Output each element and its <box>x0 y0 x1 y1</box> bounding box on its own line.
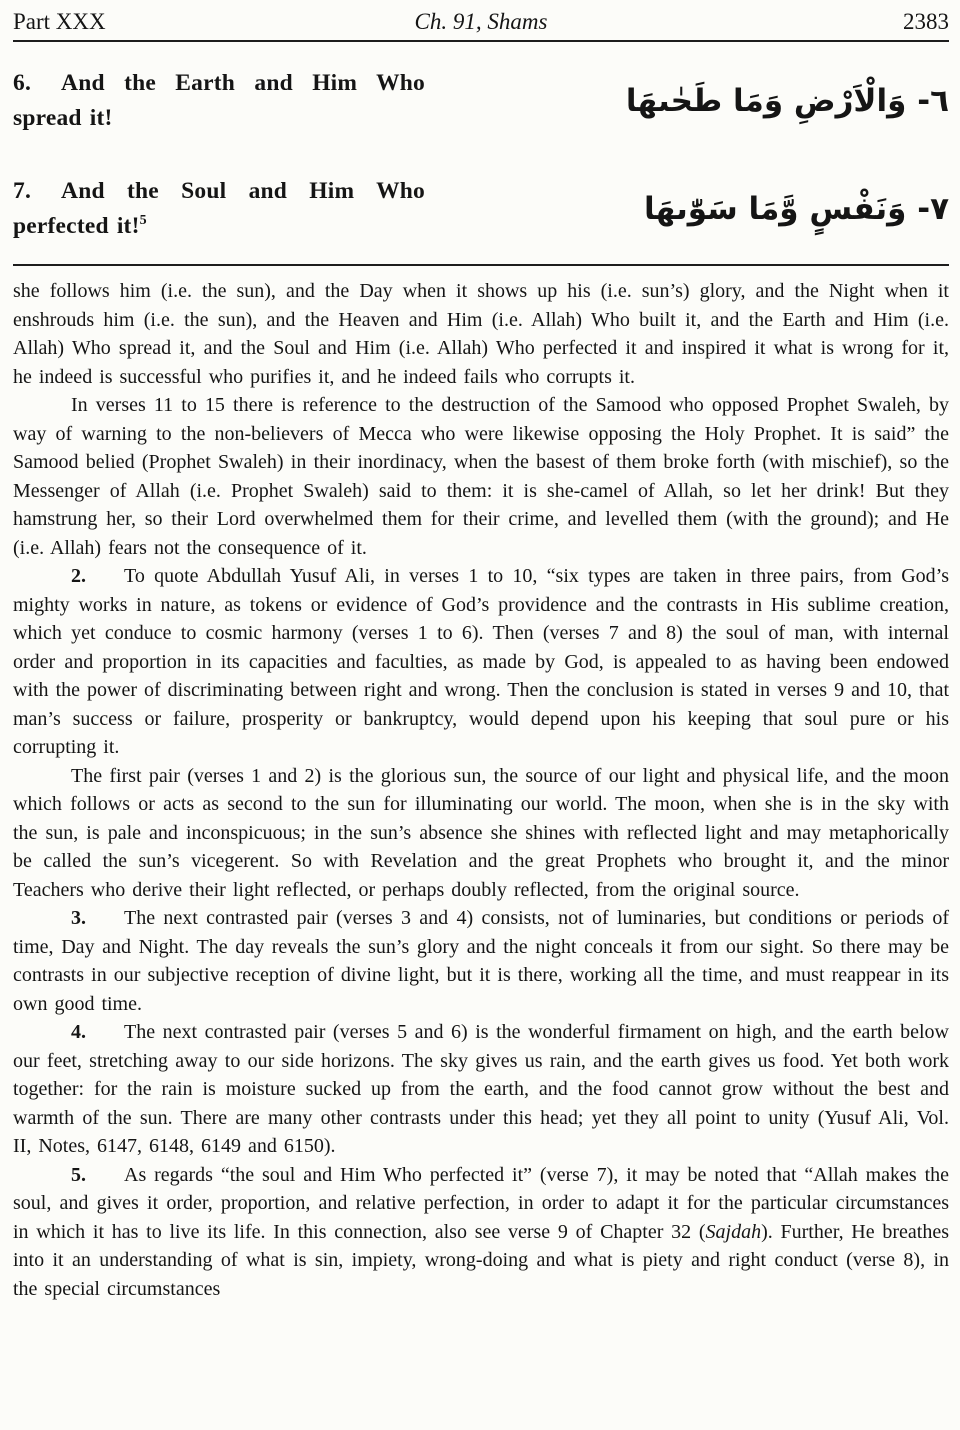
paragraph-text: she follows him (i.e. the sun), and the Day when it shows up his (i.e. sun’s) glory, and the Night when it enshrouds him (i.e. the sun), and the Heaven and Him (i.e. Allah) Who built it, and the Earth and Him (i.e. Allah) Who spread it, and the Soul and Him (i.e. Allah) Who perfected it and inspired it what is wrong for it, he indeed is successful who purifies it, and he indeed fails who corrupts it. <box>13 280 949 388</box>
footnote-marker: 5 <box>139 213 147 229</box>
paragraph-continuation <box>13 277 949 391</box>
section-divider <box>13 264 949 266</box>
chapter-title: Ch. 91, Shams <box>414 9 548 34</box>
paragraph-text: As regards “the soul and Him Who perfected it” (verse 7), it may be noted that “Allah makes the soul, and gives it order, proportion, and relative perfection, in order to adapt it for the particular circumstances in which it has to live its life. In this connection, also see verse 9 of Chapter 32 ( <box>13 1163 949 1243</box>
paragraph-2 <box>13 562 949 762</box>
verse-7-text: And the Soul and Him Who perfected it! <box>13 178 425 239</box>
paragraph-text: The first pair (verses 1 and 2) is the glorious sun, the source of our light and physical life, and the moon which follows or acts as second to the sun for illuminating our world. The moon, when she is in the sky with the sun, is pale and inconspicuous; in the sun’s absence she shines with reflected light and may metaphorically be called the sun’s vicegerent. So with Revelation and the great Prophets who brought it, and the minor Teachers who derive their light reflected, or perhaps doubly reflected, from the original source. <box>13 764 949 901</box>
commentary-text <box>13 277 949 1303</box>
verse-7-row <box>13 174 949 244</box>
page-number: 2383 <box>903 9 949 34</box>
paragraph-text: In verses 11 to 15 there is reference to the destruction of the Samood who opposed Prophet Swaleh, by way of warning to the non-believers of Mecca who were likewise opposing the Holy Prophet. It is said” the Samood belied (Prophet Swaleh) in their inordinacy, when the basest of them broke forth (with mischief), so the Messenger of Allah (i.e. Prophet Swaleh) said to them: it is she-camel of Allah, so let her drink! But they hamstrung her, so their Lord overwhelmed them for their crime, and levelled them (with the ground); and He (i.e. Allah) fears not the consequence of it. <box>13 394 949 559</box>
paragraph-number: 5. <box>71 1163 86 1186</box>
verse-7-arabic: ٧- وَنَفْسٍ وَّمَا سَوّٰىهَا <box>644 191 949 227</box>
paragraph-text: The next contrasted pair (verses 3 and 4) consists, not of luminaries, but conditions or periods of time, Day and Night. The day reveals the sun’s glory and the night conceals it from our sight. So there may be contrasts in our subjective reception of divine light, but it is there, working all the time, and must reappear in its own good time. <box>13 907 949 1015</box>
verse-6-text: And the Earth and Him Who spread it! <box>13 70 425 131</box>
paragraph <box>13 762 949 905</box>
paragraph-number: 4. <box>71 1021 86 1043</box>
verse-6-english <box>13 66 425 136</box>
paragraph <box>13 391 949 562</box>
verse-7-number: 7. <box>13 178 32 204</box>
paragraph-text: The next contrasted pair (verses 5 and 6) is the wonderful firmament on high, and the earth below our feet, stretching away to our side horizons. The sky gives us rain, and the earth gives us food. Yet both work together: for the rain is moisture sucked up from the earth, and the food cannot grow without the best and warmth of the sun. There are many other contrasts under this head; yet they all point to unity (Yusuf Ali, Vol. II, Notes, 6147, 6148, 6149 and 6150). <box>13 1021 949 1157</box>
verse-6-arabic: ٦- وَالْاَرْضِ وَمَا طَحٰىهَا <box>625 83 949 119</box>
paragraph-4 <box>13 1018 949 1161</box>
paragraph-5 <box>13 1161 949 1304</box>
paragraph-text-italic: Sajdah <box>705 1220 762 1243</box>
paragraph-3 <box>13 904 949 1018</box>
verse-6-number: 6. <box>13 70 32 96</box>
paragraph-number: 3. <box>71 907 86 929</box>
verse-6-row <box>13 66 949 136</box>
part-label: Part XXX <box>13 9 106 34</box>
paragraph-number: 2. <box>71 565 86 587</box>
paragraph-text: ). Further, He breathes into it an understanding of what is sin, impiety, wrong-doing and what is piety and right conduct (verse 8), in the special circumstances <box>13 1220 950 1300</box>
paragraph-text: To quote Abdullah Yusuf Ali, in verses 1 to 10, “six types are taken in three pairs, from God’s mighty works in nature, as tokens or evidence of God’s providence and the contrasts in His sublime creation, which yet conduce to cosmic harmony (verses 1 to 6). Then (verses 7 and 8) the soul of man, with internal order and proportion in its capacities and faculties, as made by God, is appealed to as having been endowed with the power of discriminating between right and wrong. Then the conclusion is stated in verses 9 and 10, that man’s success or failure, prosperity or bankruptcy, would depend upon his keeping that soul pure or his corrupting it. <box>13 565 949 758</box>
verse-7-english <box>13 174 425 244</box>
page-header <box>13 8 949 35</box>
header-divider <box>13 40 949 42</box>
